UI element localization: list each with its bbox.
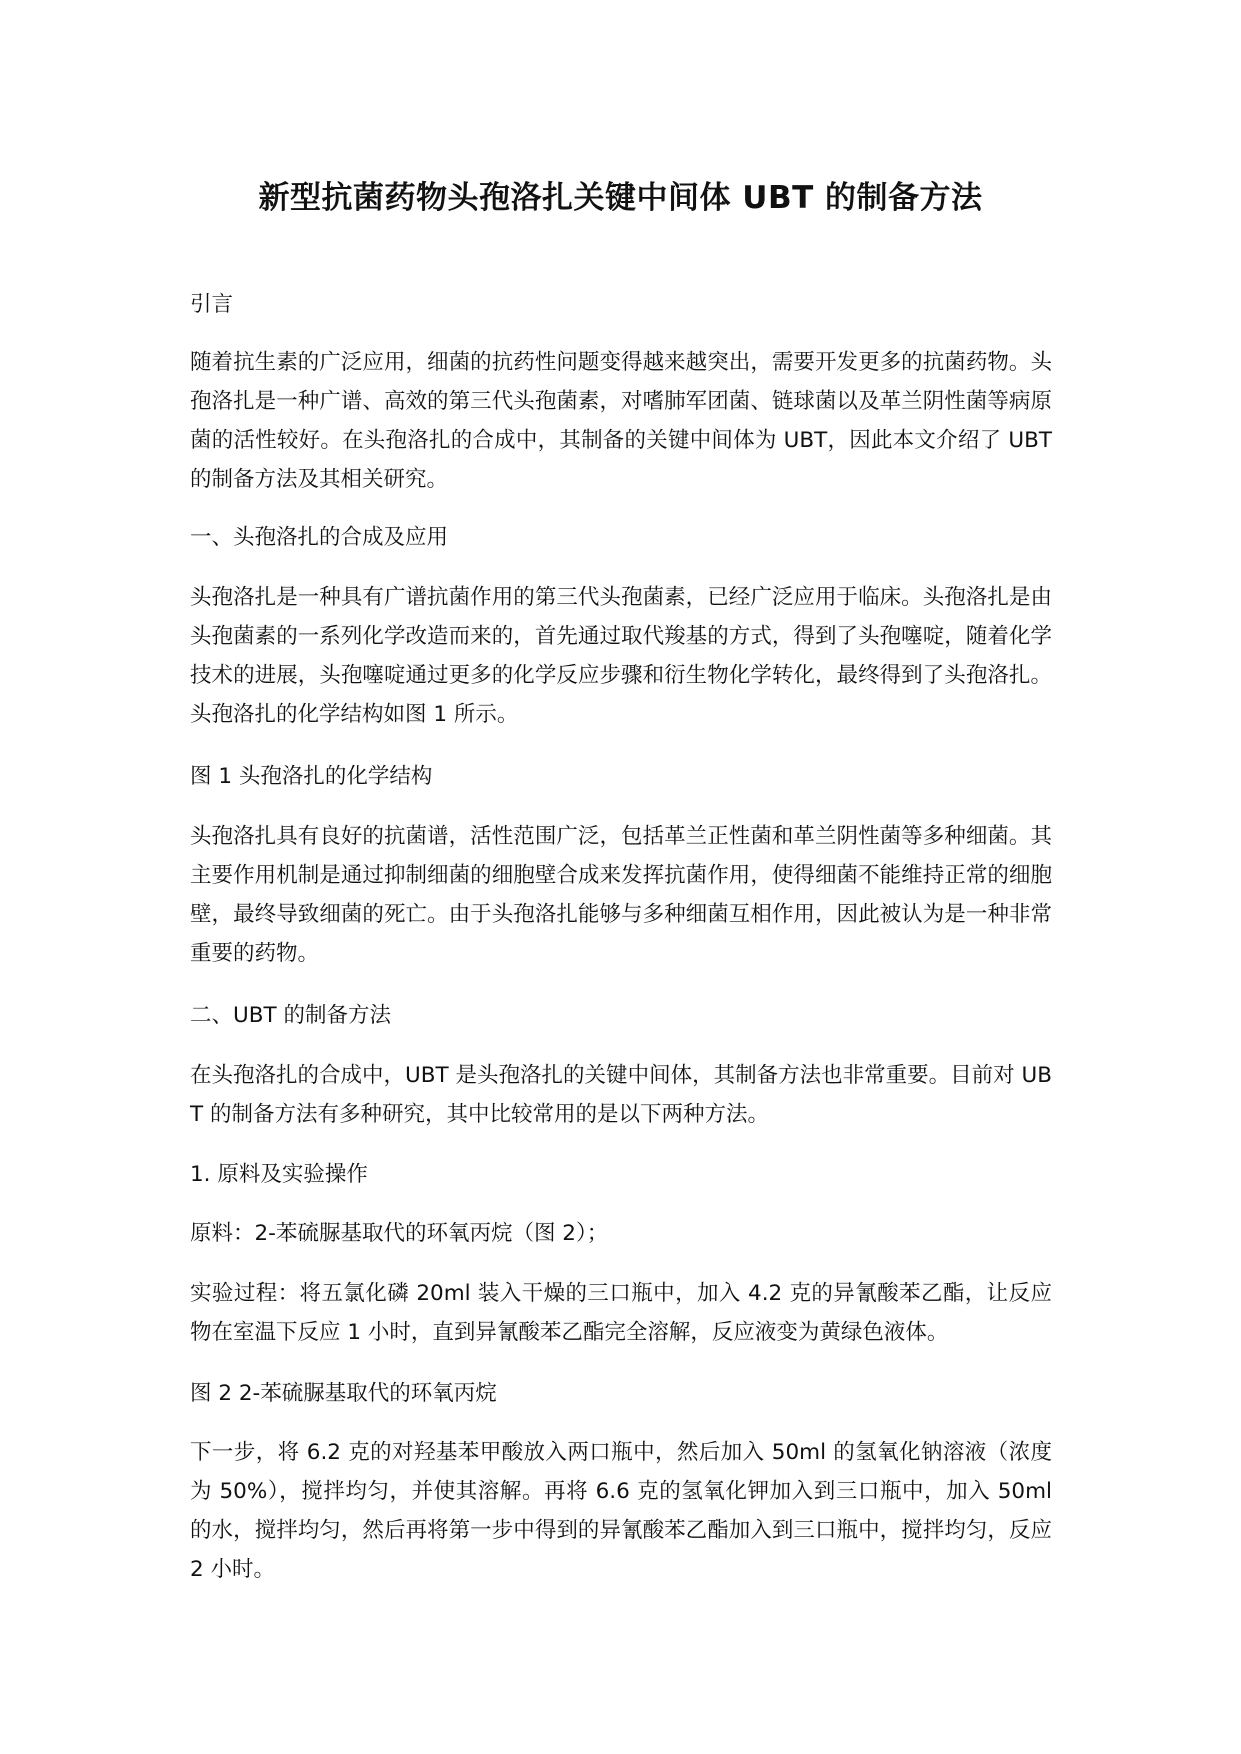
paragraph-procedure: 实验过程：将五氯化磷 20ml 装入干燥的三口瓶中，加入 4.2 克的异氰酸苯乙酯，让反应物在室温下反应 1 小时，直到异氰酸苯乙酯完全溶解，反应液变为黄绿色液体。 bbox=[190, 1281, 1052, 1345]
paragraph-ubt-intro: 在头孢洛扎的合成中，UBT 是头孢洛扎的关键中间体，其制备方法也非常重要。目前对 UBT 的制备方法有多种研究，其中比较常用的是以下两种方法。 bbox=[190, 1063, 1052, 1127]
paragraph-synthesis: 头孢洛扎是一种具有广谱抗菌作用的第三代头孢菌素，已经广泛应用于临床。头孢洛扎是由头孢菌素的一系列化学改造而来的，首先通过取代羧基的方式，得到了头孢噻啶，随着化学技术的进展，头孢噻啶通过更多的化学反应步骤和衍生物化学转化，最终得到了头孢洛扎。头孢洛扎的化学结构如图 1 所示。 bbox=[190, 585, 1052, 727]
section-heading-intro: 引言 bbox=[190, 292, 234, 317]
paragraph-materials: 原料：2-苯硫脲基取代的环氧丙烷（图 2）； bbox=[190, 1221, 609, 1246]
document-title: 新型抗菌药物头孢洛扎关键中间体 UBT 的制备方法 bbox=[258, 180, 983, 216]
section-heading-2: 二、UBT 的制备方法 bbox=[190, 1003, 391, 1028]
figure-caption-1: 图 1 头孢洛扎的化学结构 bbox=[190, 764, 433, 789]
figure-caption-2: 图 2 2-苯硫脲基取代的环氧丙烷 bbox=[190, 1381, 497, 1406]
paragraph-intro: 随着抗生素的广泛应用，细菌的抗药性问题变得越来越突出，需要开发更多的抗菌药物。头孢洛扎是一种广谱、高效的第三代头孢菌素，对嗜肺军团菌、链球菌以及革兰阴性菌等病原菌的活性较好。在头孢洛扎的合成中，其制备的关键中间体为 UBT，因此本文介绍了 UBT 的制备方法及其相关研究。 bbox=[190, 350, 1052, 492]
paragraph-next-step: 下一步，将 6.2 克的对羟基苯甲酸放入两口瓶中，然后加入 50ml 的氢氧化钠溶液（浓度为 50%），搅拌均匀，并使其溶解。再将 6.6 克的氢氧化钾加入到三口瓶中，加入 50ml 的水，搅拌均匀，然后再将第一步中得到的异氰酸苯乙酯加入到三口瓶中，搅拌均匀，反应 2 小时。 bbox=[190, 1440, 1052, 1582]
section-heading-1: 一、头孢洛扎的合成及应用 bbox=[190, 525, 449, 550]
subsection-heading-1: 1. 原料及实验操作 bbox=[190, 1162, 368, 1187]
paragraph-spectrum: 头孢洛扎具有良好的抗菌谱，活性范围广泛，包括革兰正性菌和革兰阴性菌等多种细菌。其主要作用机制是通过抑制细菌的细胞壁合成来发挥抗菌作用，使得细菌不能维持正常的细胞壁，最终导致细菌的死亡。由于头孢洛扎能够与多种细菌互相作用，因此被认为是一种非常重要的药物。 bbox=[190, 824, 1052, 966]
